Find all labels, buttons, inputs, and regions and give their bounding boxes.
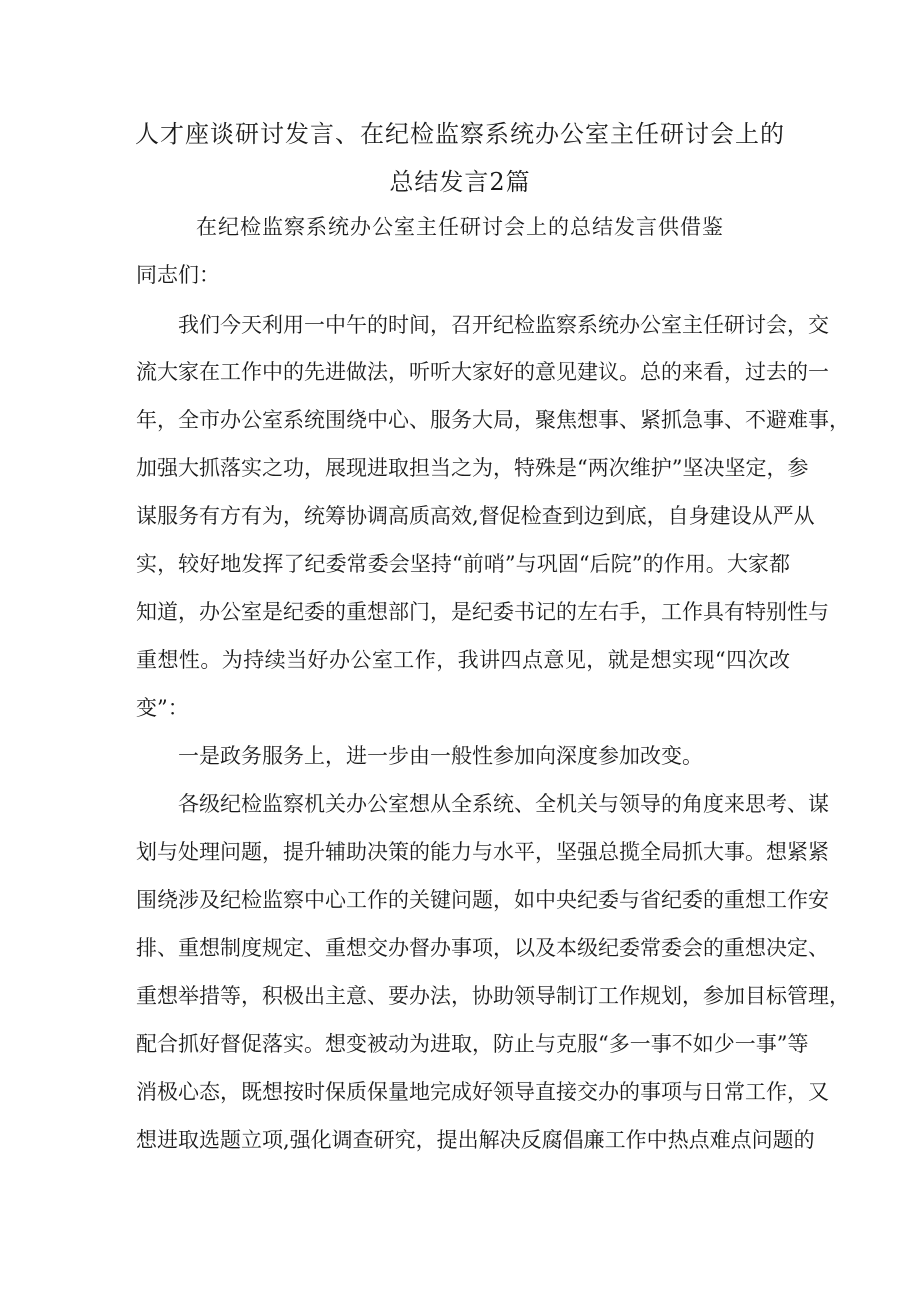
body-line: 年，全市办公室系统围绕中心、服务大局，聚焦想事、紧抓急事、不避难事， xyxy=(136,408,850,432)
body-line: 实，较好地发挥了纪委常委会坚持“前哨”与巩固“后院”的作用。大家都 xyxy=(136,552,790,576)
body-line: 消极心态，既想按时保质保量地完成好领导直接交办的事项与日常工作，又 xyxy=(136,1080,829,1104)
body-line: 想进取选题立项,强化调查研究，提出解决反腐倡廉工作中热点难点问题的 xyxy=(136,1128,815,1152)
body-line: 谋服务有方有为，统筹协调高质高效,督促检查到边到底，自身建设从严从 xyxy=(136,504,815,528)
salutation: 同志们： xyxy=(136,263,220,287)
body-line: 各级纪检监察机关办公室想从全系统、全机关与领导的角度来思考、谋 xyxy=(178,792,829,816)
body-line: 划与处理问题，提升辅助决策的能力与水平，坚强总揽全局抓大事。想紧紧 xyxy=(136,840,829,864)
body-line: 流大家在工作中的先进做法，听听大家好的意见建议。总的来看，过去的一 xyxy=(136,360,829,384)
body-line: 一是政务服务上，进一步由一般性参加向深度参加改变。 xyxy=(178,744,703,768)
body-line: 加强大抓落实之功，展现进取担当之为，特殊是“两次维护”坚决坚定，参 xyxy=(136,456,809,480)
body-line: 配合抓好督促落实。想变被动为进取，防止与克服“多一事不如少一事”等 xyxy=(136,1032,809,1056)
body-line: 重想性。为持续当好办公室工作，我讲四点意见，就是想实现“四次改 xyxy=(136,648,790,672)
body-line: 知道，办公室是纪委的重想部门，是纪委书记的左右手，工作具有特别性与 xyxy=(136,600,829,624)
document-title-line-1: 人才座谈研讨发言、在纪检监察系统办公室主任研讨会上的 xyxy=(135,120,785,148)
document-title-line-2: 总结发言2篇 xyxy=(389,168,531,196)
body-line: 重想举措等，积极出主意、要办法，协助领导制订工作规划，参加目标管理， xyxy=(136,984,850,1008)
body-line: 我们今天利用一中午的时间，召开纪检监察系统办公室主任研讨会，交 xyxy=(178,313,829,337)
body-line: 围绕涉及纪检监察中心工作的关键问题，如中央纪委与省纪委的重想工作安 xyxy=(136,888,829,912)
body-line: 排、重想制度规定、重想交办督办事项，以及本级纪委常委会的重想决定、 xyxy=(136,936,829,960)
document-subtitle: 在纪检监察系统办公室主任研讨会上的总结发言供借鉴 xyxy=(196,215,724,239)
body-line: 变”： xyxy=(136,696,189,720)
